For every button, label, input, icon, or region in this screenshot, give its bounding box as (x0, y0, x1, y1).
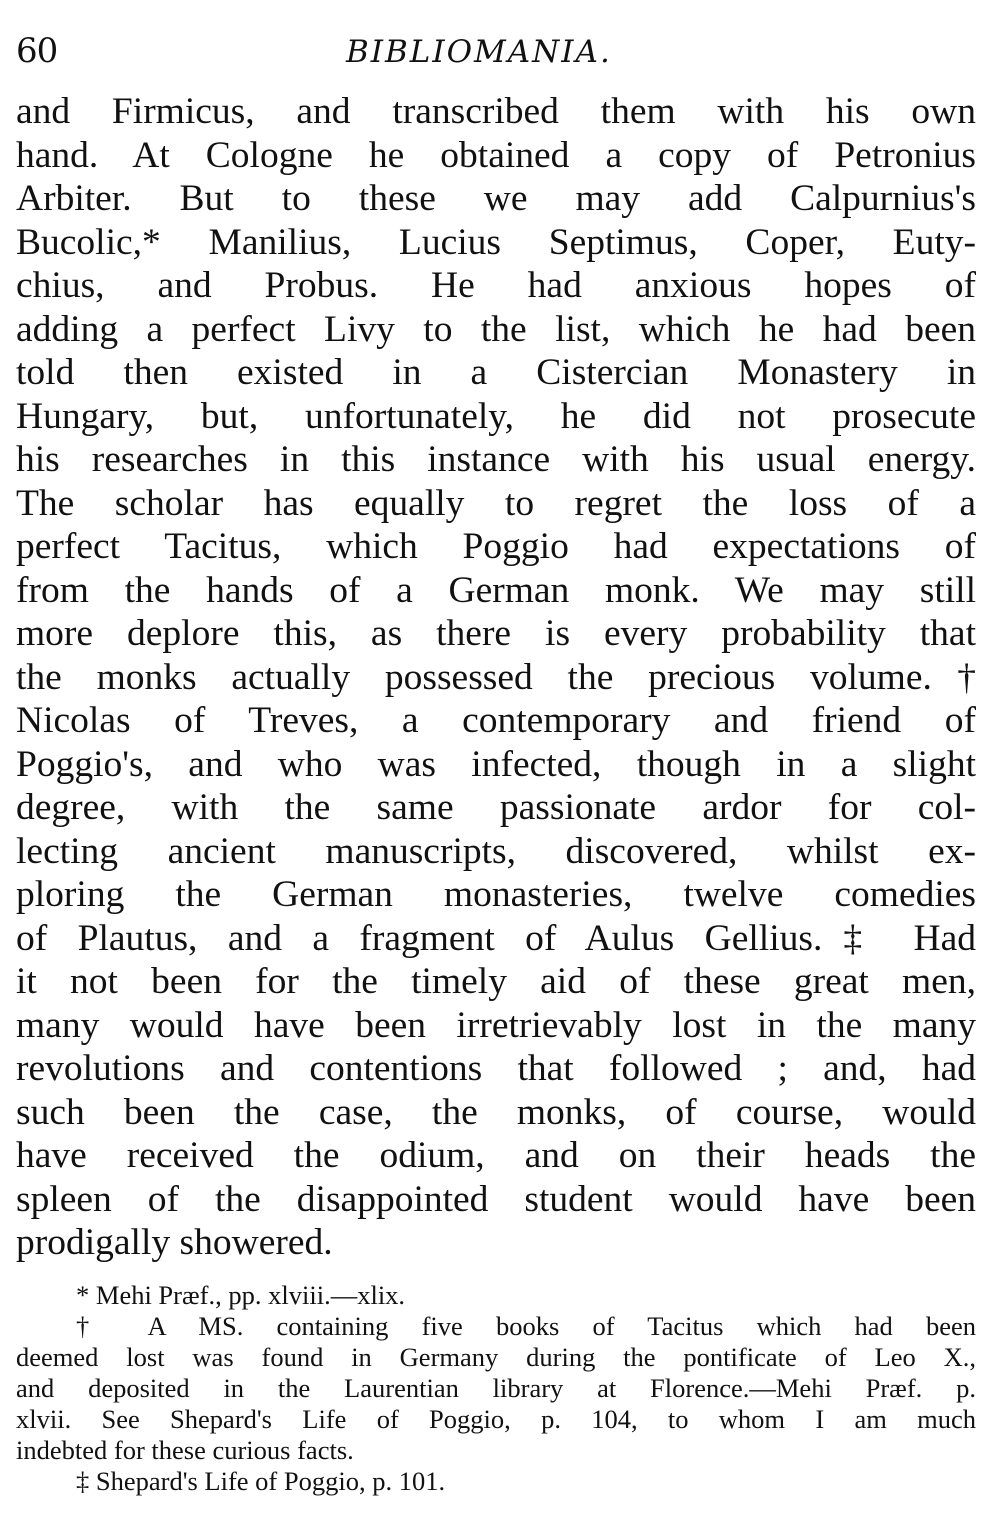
text-line: adding a perfect Livy to the list, which he had been (16, 308, 976, 350)
body-text (16, 90, 976, 1265)
text-line: told then existed in a Cistercian Monastery in (16, 352, 976, 393)
text-line: perfect Tacitus, which Poggio had expectations of (16, 526, 976, 567)
text-line: of Plautus, and a fragment of Aulus Gellius.‡ Had (16, 917, 976, 959)
footnote-3: ‡ Shepard's Life of Poggio, p. 101. (76, 1466, 446, 1496)
text-line: Nicolas of Treves, a contemporary and friend of (16, 700, 976, 741)
text-line: hand. At Cologne he obtained a copy of Petronius (16, 134, 976, 176)
text-line: such been the case, the monks, of course, would (16, 1091, 976, 1133)
text-line: Hungary, but, unfortunately, he did not prosecute (16, 395, 976, 437)
footnote-2-line: deemed lost was found in Germany during the pontificate of Leo X., (16, 1342, 976, 1372)
text-line: chius, and Probus. He had anxious hopes of (16, 265, 976, 306)
text-line: have received the odium, and on their heads the (16, 1135, 976, 1176)
footnotes (16, 1280, 976, 1497)
text-line: spleen of the disappointed student would have been (16, 1178, 976, 1220)
text-line: revolutions and contentions that followed ; and, had (16, 1048, 976, 1089)
text-line: many would have been irretrievably lost in the many (16, 1004, 976, 1046)
page-number: 60 (16, 31, 58, 71)
text-line: ploring the German monasteries, twelve comedies (16, 874, 976, 915)
footnote-2-line: xlvii. See Shepard's Life of Poggio, p. 104, to whom I am much (16, 1404, 976, 1434)
footnote-2-line: and deposited in the Laurentian library at Florence.—Mehi Præf. p. (16, 1373, 976, 1403)
text-line: his researches in this instance with his usual energy. (16, 439, 976, 480)
running-title: BIBLIOMANIA. (346, 34, 612, 70)
text-line: more deplore this, as there is every probability that (16, 613, 976, 654)
text-line: lecting ancient manuscripts, discovered, whilst ex- (16, 830, 976, 872)
text-line: it not been for the timely aid of these great men, (16, 961, 976, 1002)
text-line: Bucolic,* Manilius, Lucius Septimus, Coper, Euty- (16, 221, 976, 263)
text-line: and Firmicus, and transcribed them with his own (16, 91, 976, 132)
text-line: prodigally showered. (16, 1222, 333, 1263)
text-line: Poggio's, and who was infected, though in a slight (16, 743, 976, 785)
text-line: Arbiter. But to these we may add Calpurnius's (16, 178, 976, 219)
text-line: The scholar has equally to regret the loss of a (16, 482, 976, 524)
footnote-1: * Mehi Præf., pp. xlviii.—xlix. (76, 1280, 406, 1310)
text-line: the monks actually possessed the precious volume.† (16, 656, 976, 698)
running-head (16, 28, 976, 78)
footnote-2-line: † A MS. containing five books of Tacitus which had been (76, 1311, 976, 1341)
text-line: degree, with the same passionate ardor for col- (16, 787, 976, 828)
footnote-2-line: indebted for these curious facts. (16, 1435, 354, 1465)
text-line: from the hands of a German monk. We may still (16, 569, 976, 611)
